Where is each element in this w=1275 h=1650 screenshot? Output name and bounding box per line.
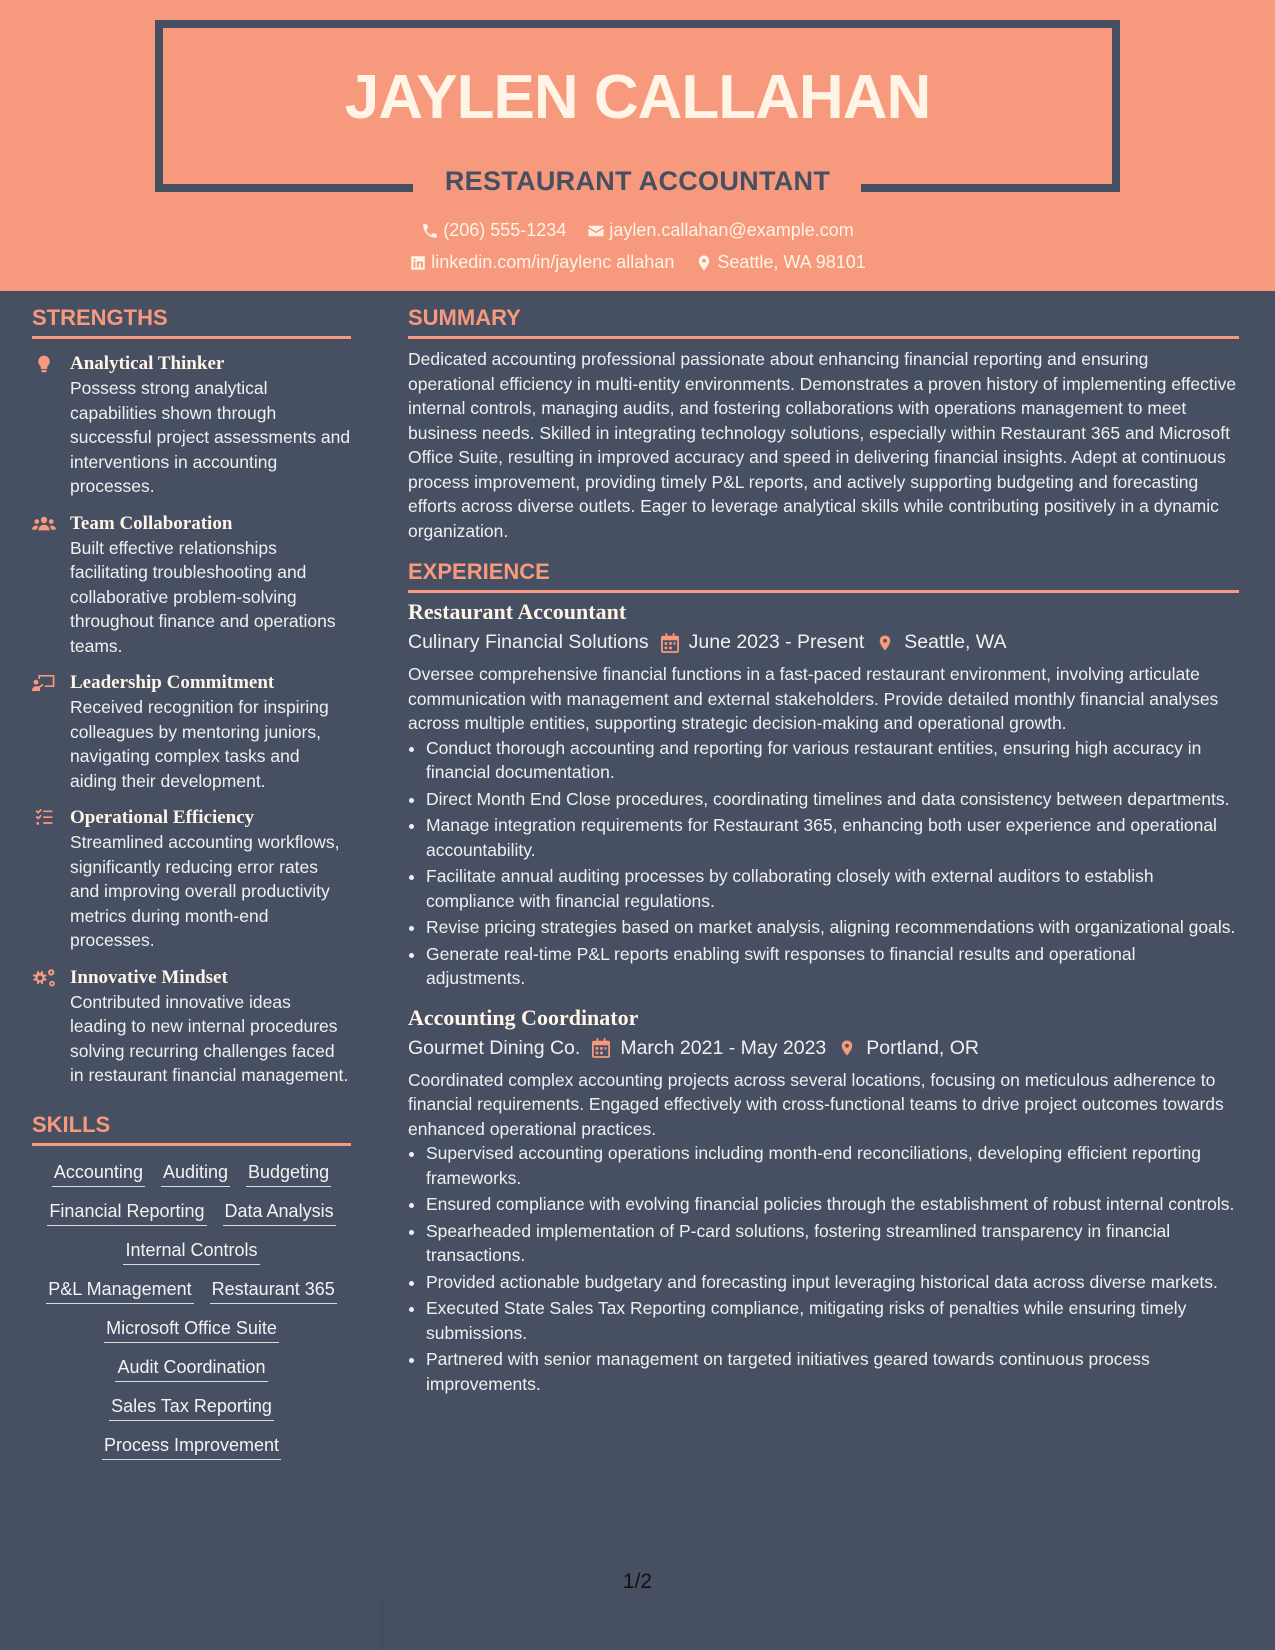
job-description: Coordinated complex accounting projects across several locations, focusing on meticulous adherence to financial requirements. Engaged effectively with cross-functional teams to drive project outcomes towards enhanced operational practices. <box>408 1069 1224 1139</box>
contact-row-1 <box>0 220 1275 245</box>
bullet-item: • Revise pricing strategies based on market analysis, aligning recommendations with organizational goals. <box>426 915 1239 940</box>
candidate-name: JAYLEN CALLAHAN <box>344 63 931 132</box>
left-column <box>32 305 351 1464</box>
skill-tag: Internal Controls <box>123 1240 259 1265</box>
skill-tag: Process Improvement <box>102 1435 281 1460</box>
location-item <box>695 252 865 273</box>
experience-heading: EXPERIENCE <box>408 559 1239 593</box>
job-entry <box>408 1005 1239 1397</box>
strength-title: Innovative Mindset <box>70 966 228 988</box>
bullet-item: • Generate real-time P&L reports enabling swift responses to financial results and operational adjustments. <box>426 942 1239 991</box>
strength-desc: Streamlined accounting workflows, significantly reducing error rates and improving overall productivity metrics during month-end processes. <box>70 832 340 950</box>
job-location: Seattle, WA <box>904 631 1007 653</box>
resume-header <box>0 0 1275 291</box>
bullet-item: • Spearheaded implementation of P-card solutions, fostering streamlined transparency in financial transactions. <box>426 1219 1239 1268</box>
bullet-item: • Conduct thorough accounting and reporting for various restaurant entities, ensuring high accuracy in financial documentation. <box>426 736 1239 785</box>
strength-desc: Contributed innovative ideas leading to new internal procedures solving recurring challenges faced in restaurant financial management. <box>70 991 349 1085</box>
email-item[interactable] <box>587 220 853 241</box>
location-text: Seattle, WA 98101 <box>717 252 866 272</box>
column-divider <box>382 1600 383 1650</box>
bullet-item: • Partnered with senior management on targeted initiatives geared towards continuous process improvements. <box>426 1347 1239 1396</box>
bullet-item: • Manage integration requirements for Restaurant 365, enhancing both user experience and operational accountability. <box>426 813 1239 862</box>
linkedin-icon <box>409 254 427 272</box>
map-pin-icon <box>838 1038 856 1058</box>
skill-tag: Accounting <box>52 1162 145 1187</box>
chalkboard-teacher-icon <box>32 673 56 693</box>
skill-tag: P&L Management <box>46 1279 193 1304</box>
skills-heading: SKILLS <box>32 1112 351 1146</box>
map-pin-icon <box>695 254 713 272</box>
strength-desc: Received recognition for inspiring colleagues by mentoring juniors, navigating complex tasks and aiding their development. <box>70 697 329 791</box>
phone-item[interactable] <box>421 220 566 241</box>
job-company: Gourmet Dining Co. <box>408 1036 581 1059</box>
job-location: Portland, OR <box>866 1036 979 1059</box>
strength-item <box>32 806 351 953</box>
bullet-item: • Facilitate annual auditing processes by collaborating closely with external auditors to establish compliance with financial regulations. <box>426 864 1239 913</box>
summary-heading: SUMMARY <box>408 305 1239 339</box>
job-bullets <box>408 736 1239 991</box>
strength-title: Team Collaboration <box>70 512 233 534</box>
strength-item <box>32 966 351 1088</box>
envelope-icon <box>587 222 605 240</box>
strength-desc: Possess strong analytical capabilities shown through successful project assessments and interventions in accounting processes. <box>70 378 351 496</box>
skill-tag: Sales Tax Reporting <box>109 1396 274 1421</box>
job-dates: June 2023 - Present <box>688 631 865 653</box>
strength-item <box>32 512 351 659</box>
right-column <box>408 305 1239 1398</box>
job-meta <box>408 1037 1239 1060</box>
calendar-icon <box>661 633 679 653</box>
map-pin-icon <box>876 633 894 653</box>
email-text: jaylen.callahan@example.com <box>609 220 854 240</box>
bullet-item: • Supervised accounting operations including month-end reconciliations, developing efficient reporting frameworks. <box>426 1141 1239 1190</box>
skill-tag: Financial Reporting <box>47 1201 206 1226</box>
strengths-heading: STRENGTHS <box>32 305 351 339</box>
job-role: Accounting Coordinator <box>408 1004 639 1030</box>
calendar-icon <box>592 1038 610 1058</box>
skill-tag: Budgeting <box>246 1162 331 1187</box>
job-dates: March 2021 - May 2023 <box>620 1036 827 1059</box>
strength-title: Operational Efficiency <box>70 807 255 828</box>
gears-icon <box>32 968 56 988</box>
job-title: RESTAURANT ACCOUNTANT <box>444 166 831 196</box>
skill-tag: Microsoft Office Suite <box>104 1318 279 1343</box>
bullet-item: • Executed State Sales Tax Reporting compliance, mitigating risks of penalties while ensuring timely submissions. <box>426 1296 1239 1345</box>
bullet-item: • Provided actionable budgetary and forecasting input leveraging historical data across diverse markets. <box>426 1270 1239 1295</box>
job-entry <box>408 599 1239 991</box>
page-number: 1/2 <box>622 1570 653 1593</box>
skill-tag: Auditing <box>161 1162 230 1187</box>
linkedin-item[interactable] <box>409 252 674 273</box>
bullet-item: • Direct Month End Close procedures, coordinating timelines and data consistency between departments. <box>426 787 1239 812</box>
phone-text: (206) 555-1234 <box>443 220 567 240</box>
job-role: Restaurant Accountant <box>408 599 627 624</box>
list-check-icon <box>32 808 56 828</box>
summary-text: Dedicated accounting professional passionate about enhancing financial reporting and ensuring operational efficiency in multi-entity environments. Demonstrates a proven history of implementing effective internal controls, managing audits, and fostering collaborations with operations management to meet business needs. Skilled in integrating technology solutions, especially within Restaurant 365 and Microsoft Office Suite, resulting in improved accuracy and speed in delivering financial insights. Adept at continuous process improvement, providing timely P&L reports, and actively supporting budgeting and forecasting efforts across diverse outlets. Eager to leverage analytical skills while contributing positively in a dynamic organization. <box>408 349 1237 541</box>
contact-row-2 <box>0 252 1275 277</box>
lightbulb-icon <box>32 354 56 374</box>
job-meta <box>408 631 1239 654</box>
strength-title: Leadership Commitment <box>70 672 275 693</box>
skill-tag: Data Analysis <box>223 1201 336 1226</box>
linkedin-text: linkedin.com/in/jaylenc allahan <box>431 252 675 272</box>
job-company: Culinary Financial Solutions <box>408 631 649 653</box>
job-description: Oversee comprehensive financial functions in a fast-paced restaurant environment, involving articulate communication with management and external stakeholders. Provide detailed monthly financial analyses across multiple entities, supporting strategic decision-making and operational growth. <box>408 664 1219 733</box>
skill-tag: Audit Coordination <box>115 1357 267 1382</box>
users-icon <box>32 514 56 534</box>
strength-item <box>32 352 351 499</box>
strength-desc: Built effective relationships facilitating troubleshooting and collaborative problem-solving throughout finance and operations teams. <box>70 537 336 656</box>
job-bullets <box>408 1141 1239 1396</box>
phone-icon <box>421 222 439 240</box>
strength-item <box>32 671 351 793</box>
skills-list <box>32 1152 351 1464</box>
skill-tag: Restaurant 365 <box>210 1279 337 1304</box>
strength-title: Analytical Thinker <box>70 353 225 374</box>
bullet-item: • Ensured compliance with evolving financial policies through the establishment of robust internal controls. <box>426 1192 1239 1217</box>
